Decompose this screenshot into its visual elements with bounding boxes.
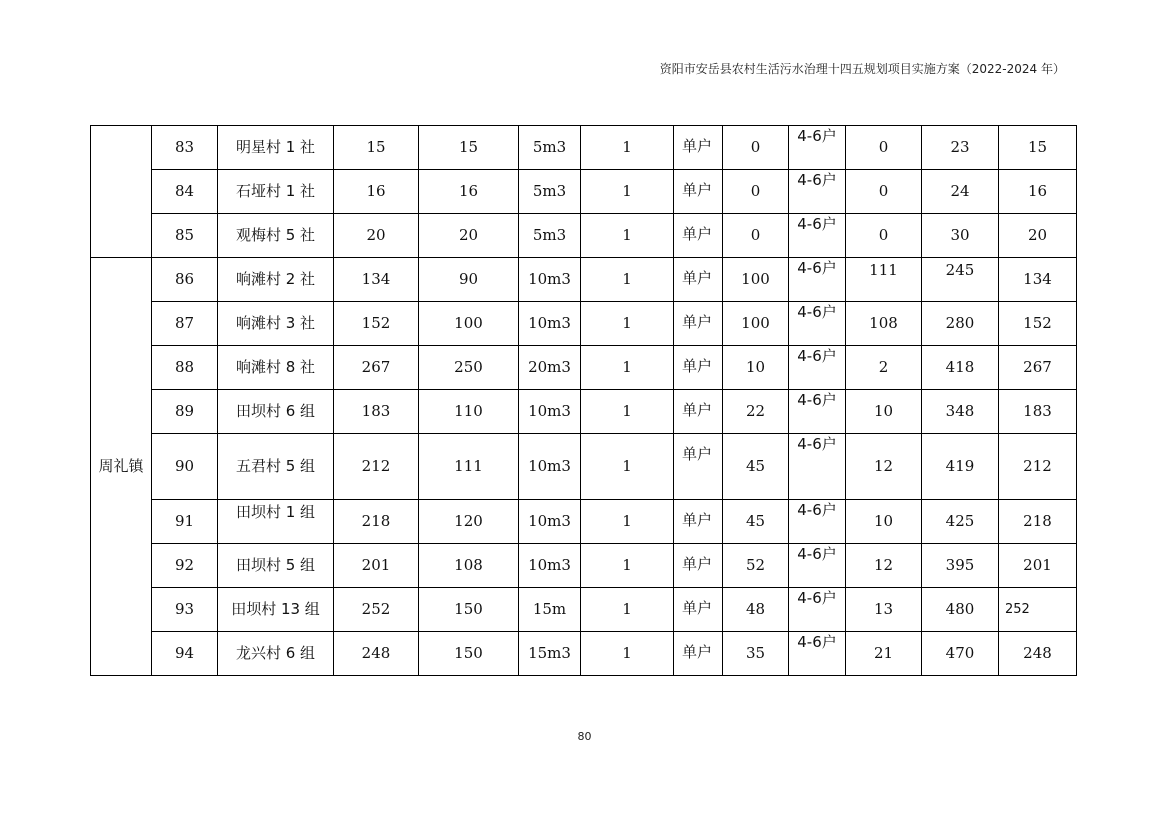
cell-c2: 16 <box>419 170 519 214</box>
cell-village: 石垭村 1 社 <box>218 170 334 214</box>
cell-village: 响滩村 2 社 <box>218 258 334 302</box>
table-row <box>91 390 1077 434</box>
cell-c4: 10 <box>846 390 922 434</box>
cell-c3: 0 <box>723 170 789 214</box>
cell-c6: 212 <box>999 434 1077 500</box>
cell-village: 田坝村 6 组 <box>218 390 334 434</box>
cell-households: 4-6户 <box>789 390 846 434</box>
cell-c1: 183 <box>334 390 419 434</box>
cell-capacity: 10m3 <box>519 258 581 302</box>
cell-village: 五君村 5 组 <box>218 434 334 500</box>
cell-type: 单户 <box>674 500 723 544</box>
cell-c5: 425 <box>922 500 999 544</box>
cell-c5: 470 <box>922 632 999 676</box>
cell-qty: 1 <box>581 258 674 302</box>
cell-c6: 15 <box>999 126 1077 170</box>
cell-c1: 267 <box>334 346 419 390</box>
cell-c5: 23 <box>922 126 999 170</box>
cell-c2: 150 <box>419 632 519 676</box>
cell-qty: 1 <box>581 170 674 214</box>
cell-village: 田坝村 5 组 <box>218 544 334 588</box>
cell-type: 单户 <box>674 214 723 258</box>
cell-no: 85 <box>152 214 218 258</box>
cell-type: 单户 <box>674 434 723 500</box>
cell-capacity: 10m3 <box>519 434 581 500</box>
page-header-title: 资阳市安岳县农村生活污水治理十四五规划项目实施方案（2022-2024 年） <box>659 62 1065 76</box>
cell-village: 响滩村 3 社 <box>218 302 334 346</box>
cell-households: 4-6户 <box>789 346 846 390</box>
cell-c5: 280 <box>922 302 999 346</box>
cell-households: 4-6户 <box>789 588 846 632</box>
cell-c2: 15 <box>419 126 519 170</box>
table-row <box>91 588 1077 632</box>
table-row <box>91 258 1077 302</box>
cell-capacity: 10m3 <box>519 390 581 434</box>
cell-capacity: 15m3 <box>519 632 581 676</box>
table-row <box>91 126 1077 170</box>
cell-capacity: 10m3 <box>519 500 581 544</box>
cell-c4: 0 <box>846 214 922 258</box>
cell-c4: 2 <box>846 346 922 390</box>
cell-qty: 1 <box>581 632 674 676</box>
cell-c6: 134 <box>999 258 1077 302</box>
cell-qty: 1 <box>581 390 674 434</box>
cell-no: 83 <box>152 126 218 170</box>
cell-c3: 45 <box>723 500 789 544</box>
cell-c1: 134 <box>334 258 419 302</box>
cell-c2: 108 <box>419 544 519 588</box>
cell-c4: 12 <box>846 434 922 500</box>
table-row <box>91 434 1077 500</box>
cell-no: 91 <box>152 500 218 544</box>
cell-c3: 0 <box>723 214 789 258</box>
cell-c5: 30 <box>922 214 999 258</box>
table-row <box>91 170 1077 214</box>
cell-c6: 201 <box>999 544 1077 588</box>
cell-type: 单户 <box>674 170 723 214</box>
cell-c4: 12 <box>846 544 922 588</box>
cell-no: 93 <box>152 588 218 632</box>
cell-c3: 45 <box>723 434 789 500</box>
cell-qty: 1 <box>581 126 674 170</box>
cell-c5: 395 <box>922 544 999 588</box>
town-cell <box>91 126 152 258</box>
cell-c5: 419 <box>922 434 999 500</box>
cell-no: 84 <box>152 170 218 214</box>
cell-households: 4-6户 <box>789 500 846 544</box>
cell-c3: 100 <box>723 302 789 346</box>
cell-c2: 111 <box>419 434 519 500</box>
cell-c1: 20 <box>334 214 419 258</box>
cell-households: 4-6户 <box>789 544 846 588</box>
cell-c5: 418 <box>922 346 999 390</box>
cell-households: 4-6户 <box>789 302 846 346</box>
cell-c6: 267 <box>999 346 1077 390</box>
cell-village: 响滩村 8 社 <box>218 346 334 390</box>
cell-type: 单户 <box>674 258 723 302</box>
cell-no: 87 <box>152 302 218 346</box>
cell-qty: 1 <box>581 434 674 500</box>
cell-qty: 1 <box>581 214 674 258</box>
cell-qty: 1 <box>581 302 674 346</box>
cell-c1: 15 <box>334 126 419 170</box>
cell-village: 明星村 1 社 <box>218 126 334 170</box>
cell-no: 92 <box>152 544 218 588</box>
cell-c6: 248 <box>999 632 1077 676</box>
cell-c5: 480 <box>922 588 999 632</box>
cell-c2: 150 <box>419 588 519 632</box>
cell-village: 龙兴村 6 组 <box>218 632 334 676</box>
cell-c3: 35 <box>723 632 789 676</box>
cell-village: 田坝村 13 组 <box>218 588 334 632</box>
cell-c4: 108 <box>846 302 922 346</box>
table-row <box>91 302 1077 346</box>
cell-qty: 1 <box>581 500 674 544</box>
cell-c3: 100 <box>723 258 789 302</box>
cell-c2: 90 <box>419 258 519 302</box>
cell-c1: 152 <box>334 302 419 346</box>
cell-c6: 152 <box>999 302 1077 346</box>
cell-c4: 0 <box>846 126 922 170</box>
cell-c4: 10 <box>846 500 922 544</box>
cell-households: 4-6户 <box>789 126 846 170</box>
cell-c3: 0 <box>723 126 789 170</box>
cell-capacity: 5m3 <box>519 170 581 214</box>
cell-qty: 1 <box>581 544 674 588</box>
cell-type: 单户 <box>674 346 723 390</box>
cell-type: 单户 <box>674 390 723 434</box>
cell-capacity: 15m <box>519 588 581 632</box>
cell-qty: 1 <box>581 346 674 390</box>
cell-households: 4-6户 <box>789 214 846 258</box>
cell-type: 单户 <box>674 302 723 346</box>
cell-type: 单户 <box>674 126 723 170</box>
cell-c6: 20 <box>999 214 1077 258</box>
table-row <box>91 544 1077 588</box>
cell-no: 94 <box>152 632 218 676</box>
cell-households: 4-6户 <box>789 434 846 500</box>
cell-c2: 110 <box>419 390 519 434</box>
cell-capacity: 20m3 <box>519 346 581 390</box>
cell-no: 89 <box>152 390 218 434</box>
table-row <box>91 500 1077 544</box>
cell-households: 4-6户 <box>789 258 846 302</box>
cell-c2: 100 <box>419 302 519 346</box>
cell-c1: 201 <box>334 544 419 588</box>
cell-c6: 218 <box>999 500 1077 544</box>
cell-c1: 212 <box>334 434 419 500</box>
cell-c1: 252 <box>334 588 419 632</box>
cell-c5: 24 <box>922 170 999 214</box>
cell-c1: 16 <box>334 170 419 214</box>
cell-village: 田坝村 1 组 <box>218 500 334 544</box>
cell-c4: 0 <box>846 170 922 214</box>
cell-c6: 16 <box>999 170 1077 214</box>
cell-c6: 252 <box>999 588 1077 632</box>
cell-c1: 218 <box>334 500 419 544</box>
cell-type: 单户 <box>674 588 723 632</box>
cell-type: 单户 <box>674 544 723 588</box>
table-row <box>91 346 1077 390</box>
cell-c4: 21 <box>846 632 922 676</box>
cell-village: 观梅村 5 社 <box>218 214 334 258</box>
cell-c4: 111 <box>846 258 922 302</box>
cell-capacity: 5m3 <box>519 214 581 258</box>
table-row <box>91 632 1077 676</box>
cell-c3: 52 <box>723 544 789 588</box>
cell-c2: 120 <box>419 500 519 544</box>
cell-capacity: 5m3 <box>519 126 581 170</box>
cell-type: 单户 <box>674 632 723 676</box>
cell-no: 88 <box>152 346 218 390</box>
cell-households: 4-6户 <box>789 632 846 676</box>
cell-no: 90 <box>152 434 218 500</box>
cell-c5: 348 <box>922 390 999 434</box>
village-sewage-table <box>90 125 1077 676</box>
page-number: 80 <box>577 730 592 743</box>
cell-c2: 20 <box>419 214 519 258</box>
cell-c3: 48 <box>723 588 789 632</box>
cell-capacity: 10m3 <box>519 302 581 346</box>
cell-qty: 1 <box>581 588 674 632</box>
cell-households: 4-6户 <box>789 170 846 214</box>
cell-c1: 248 <box>334 632 419 676</box>
cell-c4: 13 <box>846 588 922 632</box>
cell-c6: 183 <box>999 390 1077 434</box>
cell-no: 86 <box>152 258 218 302</box>
cell-c3: 22 <box>723 390 789 434</box>
cell-c5: 245 <box>922 258 999 302</box>
cell-c3: 10 <box>723 346 789 390</box>
table-row <box>91 214 1077 258</box>
town-cell: 周礼镇 <box>91 258 152 676</box>
cell-c2: 250 <box>419 346 519 390</box>
cell-capacity: 10m3 <box>519 544 581 588</box>
